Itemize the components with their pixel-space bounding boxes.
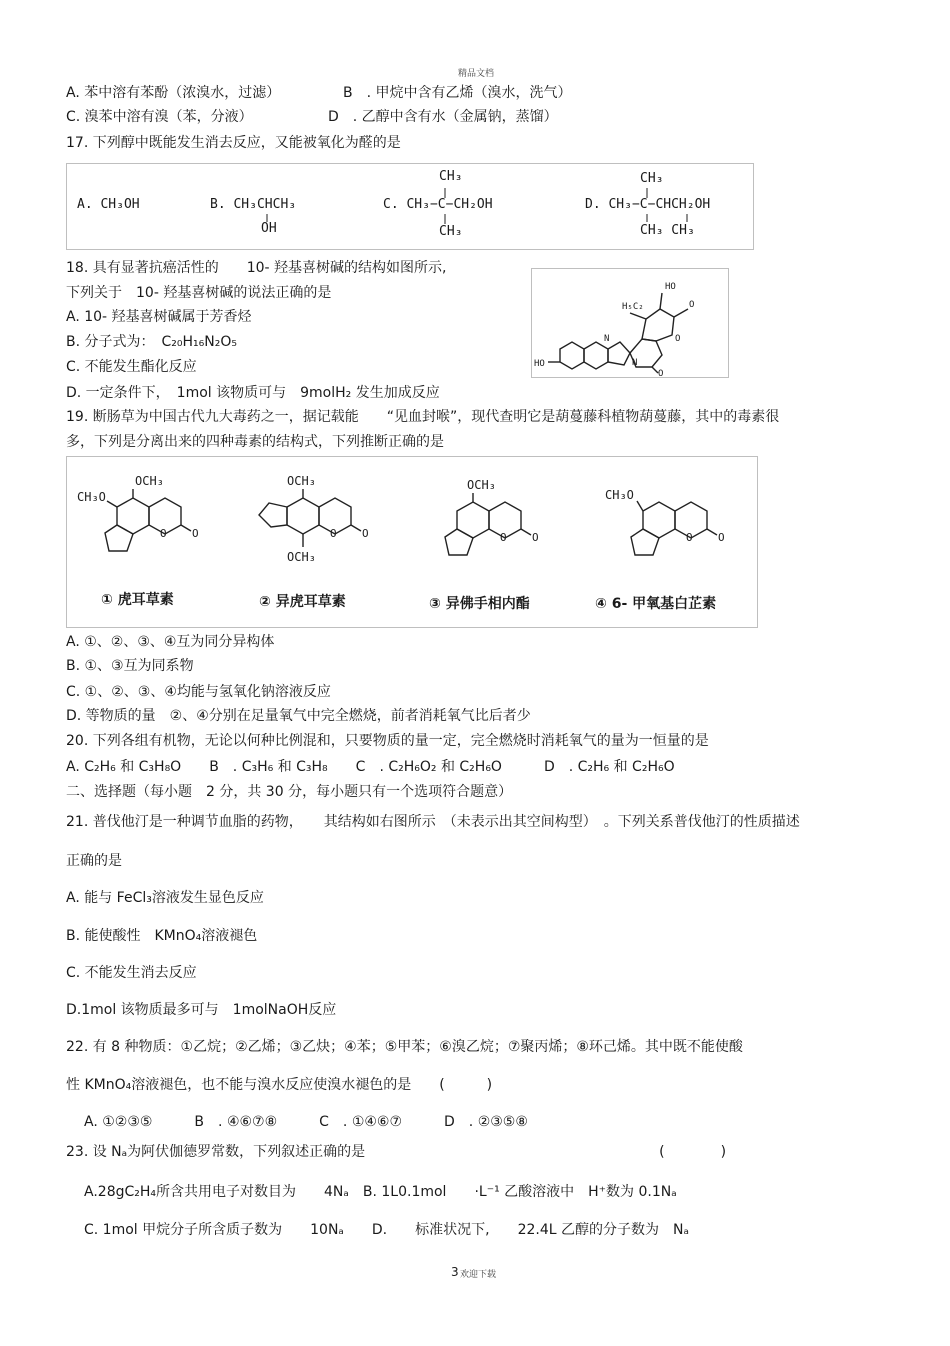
q18-stem-1: 18. 具有显著抗癌活性的 10- 羟基喜树碱的结构如图所示,: [66, 260, 447, 276]
q18-option-c: C. 不能发生酯化反应: [66, 359, 197, 375]
q19-stem-1: 19. 断肠草为中国古代九大毒药之一，据记载能 “见血封喉”，现代查明它是葫蔓藤科植物葫蔓藤，其中的毒素很: [66, 409, 780, 425]
q19-m3-ring-o: O: [500, 531, 507, 544]
q17-struct-d-top: CH₃: [640, 171, 664, 186]
q20-stem: 20. 下列各组有机物，无论以何种比例混和，只要物质的量一定，完全燃烧时消耗氧气的量为一恒量的是: [66, 733, 709, 749]
q19-option-b: B. ①、③互为同系物: [66, 658, 194, 674]
q19-molecule-4: [597, 467, 747, 587]
q17-bond-lines: [67, 164, 753, 249]
q16-option-c: C. 溴苯中溶有溴（苯，分液）: [66, 109, 253, 125]
page-header: 精品文档: [458, 69, 495, 79]
q19-m3-carbonyl-o: O: [532, 531, 539, 544]
q21-option-b: B. 能使酸性 KMnO₄溶液褪色: [66, 928, 258, 944]
q19-m3-sub1: OCH₃: [467, 478, 496, 492]
q22-options: A. ①②③⑤ B . ④⑥⑦⑧ C . ①④⑥⑦ D . ②③⑤⑧: [84, 1114, 528, 1130]
q16-option-d: D . 乙醇中含有水（金属钠，蒸馏）: [328, 109, 558, 125]
q17-struct-a: A. CH₃OH: [77, 197, 140, 212]
q19-label-2: ② 异虎耳草素: [259, 594, 346, 610]
q18-ho-top: HO: [665, 282, 676, 292]
q18-o-carbonyl: O: [689, 300, 695, 310]
q22-stem-1: 22. 有 8 种物质：①乙烷；②乙烯；③乙炔；④苯；⑤甲苯；⑥溴乙烷；⑦聚丙烯；⑧环己烯。其中既不能使酸: [66, 1039, 743, 1055]
q19-m1-sub2: CH₃O: [77, 490, 106, 504]
q19-m4-sub1: CH₃O: [605, 488, 634, 502]
q19-option-a: A. ①、②、③、④互为同分异构体: [66, 634, 275, 650]
q19-m2-sub2: OCH₃: [287, 550, 316, 564]
q17-struct-d-bottom: CH₃ CH₃: [640, 223, 695, 238]
q17-struct-c-top: CH₃: [439, 169, 463, 184]
q19-m2-ring-o: O: [330, 527, 337, 540]
q19-m1-ring-o: O: [160, 527, 167, 540]
q19-stem-2: 多，下列是分离出来的四种毒素的结构式，下列推断正确的是: [66, 434, 444, 450]
q19-m1-sub1: OCH₃: [135, 474, 164, 488]
q18-o-lactam: O: [658, 369, 664, 377]
q18-stem-2: 下列关于 10- 羟基喜树碱的说法正确的是: [66, 285, 332, 301]
q18-option-a: A. 10- 羟基喜树碱属于芳香烃: [66, 309, 252, 325]
q22-stem-2: 性 KMnO₄溶液褪色，也不能与溴水反应使溴水褪色的是 ( ): [66, 1077, 493, 1093]
q19-structures-figure: [66, 456, 758, 628]
q21-option-d: D.1mol 该物质最多可与 1molNaOH反应: [66, 1002, 337, 1018]
q23-options-line-1: A.28gC₂H₄所含共用电子对数目为 4Nₐ B. 1L0.1mol ·L⁻¹ 乙酸溶液中 H⁺数为 0.1Nₐ: [84, 1184, 677, 1200]
q18-n-1: N: [604, 334, 610, 344]
q17-struct-c-main: C. CH₃−C−CH₂OH: [383, 197, 493, 212]
q17-struct-d-main: D. CH₃−C−CHCH₂OH: [585, 197, 711, 212]
q21-stem-1: 21. 普伐他汀是一种调节血脂的药物， 其结构如右图所示 （未表示出其空间构型） 。下列关系普伐他汀的性质描述: [66, 814, 800, 830]
q19-molecule-3: [417, 467, 567, 587]
q21-stem-2: 正确的是: [66, 853, 122, 869]
page-number: 3: [451, 1265, 459, 1279]
footer-text: 欢迎下载: [460, 1270, 497, 1280]
q17-struct-b-main: B. CH₃CHCH₃: [210, 197, 297, 212]
q19-m2-carbonyl-o: O: [362, 527, 369, 540]
q17-struct-b-oh: OH: [261, 221, 277, 236]
q18-structure-figure: [531, 268, 729, 378]
q17-structures-figure: [66, 163, 754, 250]
q17-struct-c-bottom: CH₃: [439, 224, 463, 239]
q18-ho-left: HO: [534, 359, 545, 369]
q19-option-d: D. 等物质的量 ②、④分别在足量氧气中完全燃烧，前者消耗氧气比后者少: [66, 708, 531, 724]
q18-ethyl: H₅C₂: [622, 302, 644, 312]
q19-m4-ring-o: O: [686, 531, 693, 544]
q23-stem: 23. 设 Nₐ为阿伏伽德罗常数，下列叙述正确的是 ( ): [66, 1144, 727, 1160]
camptothecin-structure: [532, 269, 728, 377]
q18-option-b: B. 分子式为： C₂₀H₁₆N₂O₅: [66, 334, 237, 350]
q19-label-1: ① 虎耳草素: [101, 592, 174, 608]
section-2-title: 二、选择题（每小题 2 分，共 30 分，每小题只有一个选项符合题意）: [66, 784, 513, 800]
q16-option-a: A. 苯中溶有苯酚（浓溴水，过滤）: [66, 85, 281, 101]
q23-options-line-2: C. 1mol 甲烷分子所含质子数为 10Nₐ D. 标准状况下, 22.4L 乙醇的分子数为 Nₐ: [84, 1222, 689, 1238]
q21-option-a: A. 能与 FeCl₃溶液发生显色反应: [66, 890, 264, 906]
q18-o-ring: O: [675, 334, 681, 344]
q19-label-4: ④ 6- 甲氧基白芷素: [595, 596, 717, 612]
q19-molecule-2: [247, 467, 397, 587]
q20-options: A. C₂H₆ 和 C₃H₈O B . C₃H₆ 和 C₃H₈ C . C₂H₆O₂ 和 C₂H₆O D . C₂H₆ 和 C₂H₆O: [66, 759, 675, 775]
q18-option-d: D. 一定条件下， 1mol 该物质可与 9molH₂ 发生加成反应: [66, 385, 440, 401]
q19-m2-sub1: OCH₃: [287, 474, 316, 488]
q19-molecule-1: [77, 467, 227, 587]
q17-stem: 17. 下列醇中既能发生消去反应，又能被氧化为醛的是: [66, 135, 401, 151]
q19-m4-carbonyl-o: O: [718, 531, 725, 544]
q19-option-c: C. ①、②、③、④均能与氢氧化钠溶液反应: [66, 684, 331, 700]
q18-n-2: N: [632, 358, 638, 368]
q16-option-b: B . 甲烷中含有乙烯（溴水，洗气）: [343, 85, 572, 101]
q19-label-3: ③ 异佛手相内酯: [429, 596, 530, 612]
q21-option-c: C. 不能发生消去反应: [66, 965, 197, 981]
q19-m1-carbonyl-o: O: [192, 527, 199, 540]
